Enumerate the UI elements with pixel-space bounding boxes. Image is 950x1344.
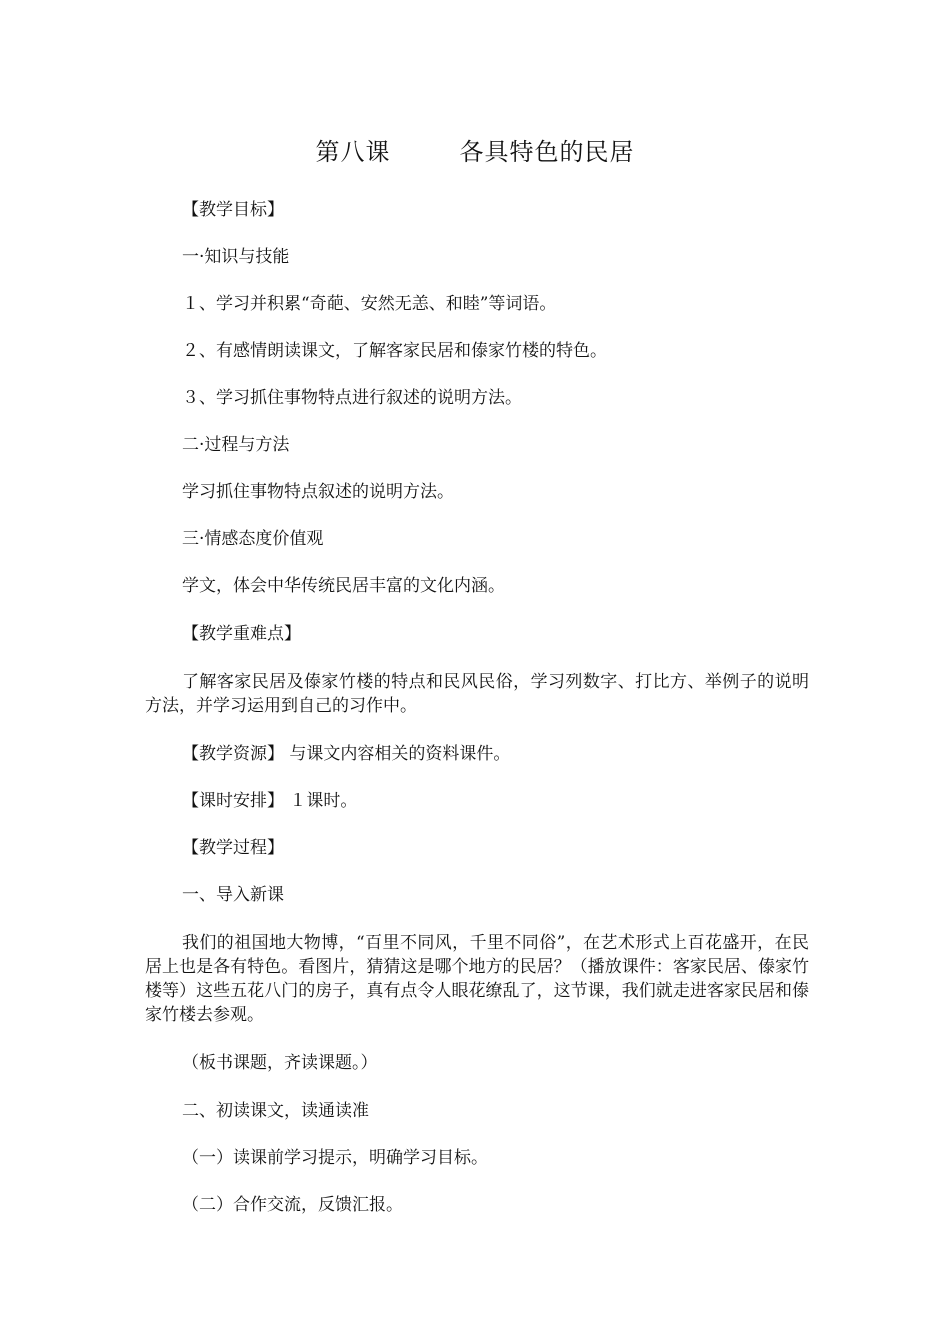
objective-item-2: ２、有感情朗读课文，了解客家民居和傣家竹楼的特色。 xyxy=(182,341,607,361)
objectives-heading: 【教学目标】 xyxy=(182,200,284,220)
keypoints-heading: 【教学重难点】 xyxy=(182,624,301,644)
document-title: 第八课 各具特色的民居 xyxy=(315,138,635,166)
resources-line: 【教学资源】 与课文内容相关的资料课件。 xyxy=(182,744,511,764)
objective-item-3: ３、学习抓住事物特点进行叙述的说明方法。 xyxy=(182,388,522,408)
process-heading: 【教学过程】 xyxy=(182,838,284,858)
section-emotion-values: 三·情感态度价值观 xyxy=(182,529,324,549)
step-intro: 一、导入新课 xyxy=(182,885,284,905)
step-first-reading: 二、初读课文，读通读准 xyxy=(182,1101,369,1121)
section-knowledge-skills: 一·知识与技能 xyxy=(182,247,290,267)
sub-step-1: （一）读课前学习提示，明确学习目标。 xyxy=(182,1148,488,1168)
section-process-methods: 二·过程与方法 xyxy=(182,435,290,455)
intro-paragraph: 我们的祖国地大物博，“百里不同风，千里不同俗”，在艺术形式上百花盛开，在民居上也是各有特色。看图片，猜猜这是哪个地方的民居？（播放课件：客家民居、傣家竹楼等）这些五花八门的房子，真有点令人眼花缭乱了，这节课，我们就走进客家民居和傣家竹楼去参观。 xyxy=(145,933,809,1025)
sub-step-2: （二）合作交流，反馈汇报。 xyxy=(182,1195,403,1215)
section-process-methods-text: 学习抓住事物特点叙述的说明方法。 xyxy=(182,482,454,502)
section-emotion-values-text: 学文，体会中华传统民居丰富的文化内涵。 xyxy=(182,576,505,596)
board-note: （板书课题，齐读课题。） xyxy=(182,1053,378,1073)
schedule-line: 【课时安排】 １课时。 xyxy=(182,791,358,811)
objective-item-1: １、学习并积累“奇葩、安然无恙、和睦”等词语。 xyxy=(182,294,557,314)
keypoints-paragraph: 了解客家民居及傣家竹楼的特点和民风民俗，学习列数字、打比方、举例子的说明方法，并学习运用到自己的习作中。 xyxy=(145,672,809,716)
